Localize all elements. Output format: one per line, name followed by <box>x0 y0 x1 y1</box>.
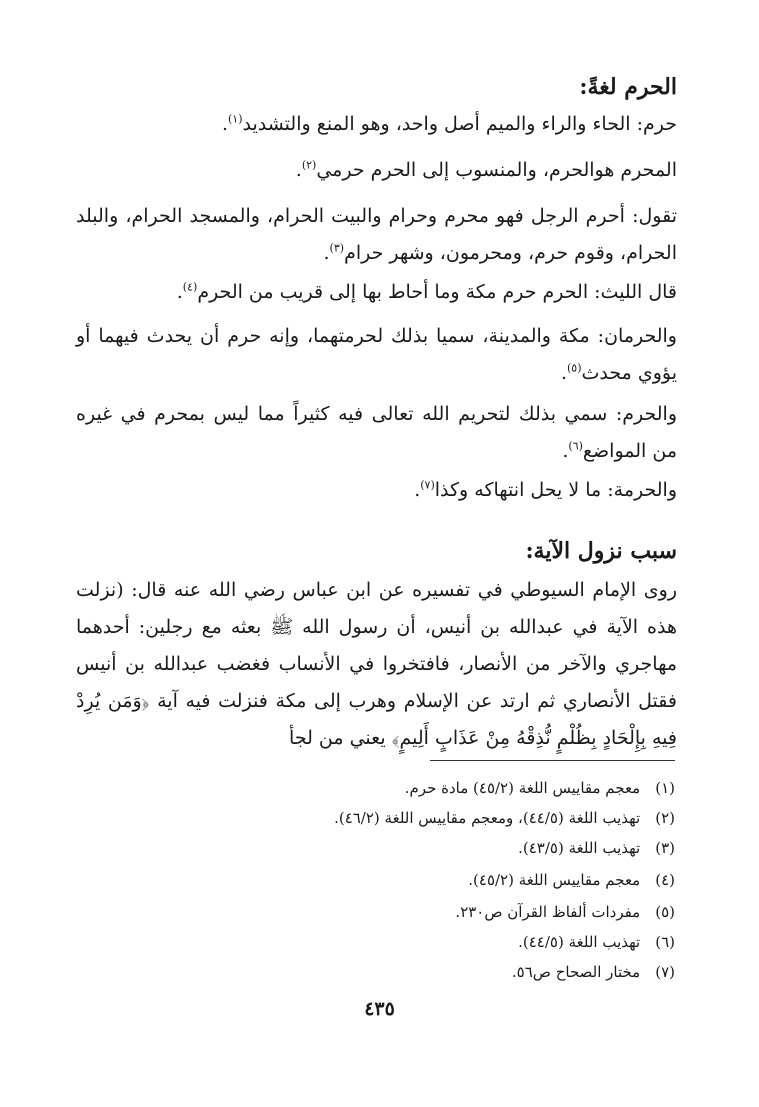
footnote-divider <box>430 760 675 761</box>
footnote-item: (٧) مختار الصحاح ص٥٦. <box>511 963 675 981</box>
footnote-ref[interactable]: (٤) <box>182 280 198 294</box>
footnote-number: (٦) <box>655 933 675 951</box>
section-heading-reason: سبب نزول الآية: <box>525 538 677 564</box>
footnote-item: (٣) تهذيب اللغة (٤٣/٥). <box>518 839 675 857</box>
section-heading-definition: الحرم لغةً: <box>579 74 677 100</box>
definition-paragraph: والحرم: سمي بذلك لتحريم الله تعالى فيه كثيراً مما ليس بمحرم في غيره من المواضع$^{(٦)}$. <box>76 403 677 462</box>
definition-paragraph: قال الليث: الحرم حرم مكة وما أحاط بها إلى قريب من الحرم$^{(٤)}$. <box>176 280 677 303</box>
footnote-ref[interactable]: (٦) <box>568 439 583 453</box>
footnote-number: (٣) <box>655 839 675 857</box>
footnote-ref[interactable]: (٣) <box>329 241 345 255</box>
footnote-number: (٢) <box>655 809 675 827</box>
footnote-ref[interactable]: (١) <box>227 112 243 126</box>
footnote-number: (٧) <box>655 963 675 981</box>
footnote-ref[interactable]: (٥) <box>566 361 582 375</box>
definition-paragraph: المحرم هوالحرم، والمنسوب إلى الحرم حرمي$^{(٢)}$. <box>295 158 677 181</box>
reason-paragraph: روى الإمام السيوطي في تفسيره عن ابن عباس رضي الله عنه قال: (نزلت هذه الآية في عبدالله بن أنيس، أن رسول الله ﷺ بعثه مع رجلين: أحدهما مهاجري والآخر من الأنصار، فافتخروا في الأنساب فغضب عبدالله بن أنيس فقتل الأنصاري ثم ارتد عن الإسلام وهرب إلى مكة فنزلت فيه آية ﴿وَمَن يُرِدْ فِيهِ بِإِلْحَادٍ بِظُلْمٍ نُّذِقْهُ مِنْ عَذَابٍ أَلِيمٍ﴾ يعني من لجأ <box>76 579 677 749</box>
footnote-ref[interactable]: (٧) <box>420 478 435 492</box>
definition-paragraph: تقول: أحرم الرجل فهو محرم وحرام والبيت الحرام، والمسجد الحرام، والبلد الحرام، وقوم حرم، ومحرمون، وشهر حرام$^{(٣)}$. <box>76 205 677 264</box>
footnote-number: (٤) <box>655 871 675 889</box>
definition-paragraph: حرم: الحاء والراء والميم أصل واحد، وهو المنع والتشديد$^{(١)}$. <box>221 112 677 135</box>
footnote-item: (١) معجم مقاييس اللغة (٤٥/٢) مادة حرم. <box>404 779 675 797</box>
footnote-ref[interactable]: (٢) <box>301 158 317 172</box>
page-number: ٤٣٥ <box>364 998 395 1020</box>
footnote-item: (٤) معجم مقاييس اللغة (٤٥/٢). <box>468 871 675 889</box>
definition-paragraph: والحرمان: مكة والمدينة، سميا بذلك لحرمتهما، وإنه حرم أن يحدث فيهما أو يؤوي محدث$^{(٥)}$. <box>76 325 677 384</box>
footnote-item: (٦) تهذيب اللغة (٤٤/٥). <box>518 933 675 951</box>
footnote-number: (١) <box>655 779 675 797</box>
footnote-item: (٥) مفردات ألفاظ القرآن ص٢٣٠. <box>455 903 675 921</box>
footnote-item: (٢) تهذيب اللغة (٤٤/٥)، ومعجم مقاييس اللغة (٤٦/٢). <box>334 809 675 827</box>
footnote-number: (٥) <box>655 903 675 921</box>
definition-paragraph: والحرمة: ما لا يحل انتهاكه وكذا$^{(٧)}$. <box>414 478 677 501</box>
